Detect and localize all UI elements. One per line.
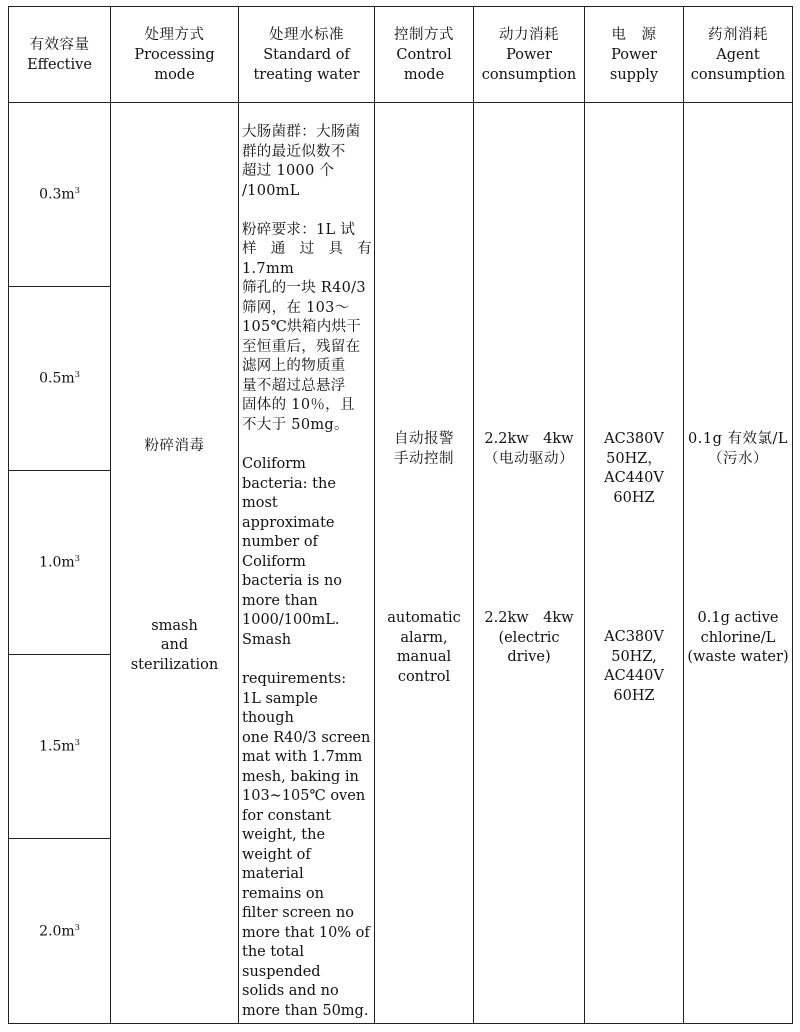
standard-zh-line: 超过 1000 个 xyxy=(242,163,335,179)
header-agent-en2: consumption xyxy=(690,66,786,83)
agent-consumption-zh2: （污水） xyxy=(708,450,768,467)
power-supply-en3: AC440V xyxy=(604,668,664,684)
header-power-en1: Power xyxy=(506,46,552,63)
power-consumption-zh2: （电动驱动） xyxy=(484,450,574,467)
capacity-unit-sup: 3 xyxy=(74,922,80,932)
power-supply-zh4: 60HZ xyxy=(613,489,655,506)
processing-mode-en2: and xyxy=(160,637,189,653)
header-control-en1: Control xyxy=(396,46,452,63)
standard-en-b-line: weight, the xyxy=(242,827,326,843)
header-agent-en1: Agent xyxy=(716,46,760,63)
capacity-value: 2.0m xyxy=(39,923,75,940)
standard-en-a-line: Coliform xyxy=(242,456,306,472)
capacity-cell-3 xyxy=(9,655,111,839)
header-processing-zh: 处理方式 xyxy=(144,26,205,43)
capacity-unit-sup: 3 xyxy=(74,554,80,564)
standard-en-b-line: the total xyxy=(242,944,305,960)
standard-en-a-line: number of xyxy=(242,534,318,550)
standard-en-a-line: approximate xyxy=(242,514,335,531)
standard-en-b-line: mesh, baking in xyxy=(242,768,359,785)
standard-en-b-line: for constant xyxy=(242,807,331,824)
agent-consumption-cell xyxy=(684,103,793,1024)
agent-consumption-en-block xyxy=(684,609,792,668)
header-row xyxy=(9,7,793,103)
power-consumption-en2: (electric xyxy=(498,629,560,646)
header-control xyxy=(375,7,474,103)
control-mode-en-block xyxy=(375,609,473,687)
standard-zh-line: 筛网，在 103～ xyxy=(242,299,350,316)
control-mode-zh2: 手动控制 xyxy=(394,450,454,467)
standard-en-b-line: 1L sample though xyxy=(242,690,318,726)
control-mode-zh-block xyxy=(375,430,473,469)
standard-en-b-line: solids and no xyxy=(242,983,339,999)
header-processing xyxy=(111,7,239,103)
power-supply-zh2: 50HZ， xyxy=(606,450,662,467)
standard-en-b-line: mat with 1.7mm xyxy=(242,749,363,765)
standard-text-en-a xyxy=(242,455,372,650)
power-supply-en-block xyxy=(585,628,683,706)
power-supply-en2: 50HZ, xyxy=(611,648,657,665)
power-supply-zh3: AC440V xyxy=(604,470,664,486)
power-supply-cell xyxy=(585,103,684,1024)
standard-en-a-line: bacteria is no xyxy=(242,573,343,589)
processing-mode-zh-block xyxy=(111,437,238,457)
standard-zh-line: 滤网上的物质重 xyxy=(242,358,346,374)
power-consumption-en1: 2.2kw 4kw xyxy=(484,610,574,626)
standard-en-a-line: more than xyxy=(242,592,318,609)
header-supply xyxy=(585,7,684,103)
standard-zh-line: 固体的 10％，且 xyxy=(242,397,355,413)
standard-en-b-line: remains on xyxy=(242,885,325,902)
processing-mode-en3: sterilization xyxy=(130,656,219,673)
power-consumption-cell xyxy=(474,103,585,1024)
standard-text-en-b xyxy=(242,670,372,1021)
power-supply-en1: AC380V xyxy=(604,629,664,645)
power-supply-en4: 60HZ xyxy=(613,687,655,704)
header-standard-en1: Standard of xyxy=(263,46,350,63)
standard-text-cell xyxy=(239,103,375,1024)
capacity-cell-0 xyxy=(9,103,111,287)
standard-zh-line xyxy=(242,201,372,221)
processing-mode-zh: 粉碎消毒 xyxy=(144,438,205,454)
header-standard-zh: 处理水标准 xyxy=(269,26,344,43)
header-power xyxy=(474,7,585,103)
control-mode-cell xyxy=(375,103,474,1024)
standard-en-b-line: material xyxy=(242,866,304,882)
standard-zh-line: 粉碎要求：1L 试 xyxy=(242,221,356,238)
standard-en-b-line: filter screen no xyxy=(242,905,354,921)
standard-en-b-line: more that 10% of xyxy=(242,924,370,941)
standard-en-a-line: bacteria: the xyxy=(242,475,336,492)
header-capacity-zh: 有效容量 xyxy=(29,36,90,53)
header-capacity-en: Effective xyxy=(27,56,92,73)
standard-zh-line: 大肠菌群：大肠菌 xyxy=(242,124,361,140)
agent-consumption-en1: 0.1g active xyxy=(697,610,779,626)
capacity-value: 1.5m xyxy=(39,738,75,755)
standard-en-b-line: suspended xyxy=(242,963,321,980)
capacity-unit-sup: 3 xyxy=(74,738,80,748)
capacity-value: 0.5m xyxy=(39,370,75,387)
capacity-cell-4 xyxy=(9,839,111,1024)
control-mode-en2: alarm, xyxy=(400,629,448,646)
header-control-en2: mode xyxy=(403,66,445,83)
power-consumption-en-block xyxy=(474,609,584,668)
capacity-cell-1 xyxy=(9,287,111,471)
standard-en-b-line: 103~105℃ oven xyxy=(242,788,366,804)
agent-consumption-en2: chlorine/L xyxy=(700,629,776,646)
agent-consumption-zh-block xyxy=(684,430,792,469)
capacity-value: 0.3m xyxy=(39,186,75,203)
header-agent-zh: 药剂消耗 xyxy=(708,26,768,43)
standard-en-b-line: requirements: xyxy=(242,671,347,687)
standard-en-a-line: Coliform xyxy=(242,553,306,570)
power-consumption-zh-block xyxy=(474,430,584,469)
power-supply-zh-block xyxy=(585,430,683,508)
table-row xyxy=(9,103,793,287)
standard-zh-line: 群的最近似数不 xyxy=(242,143,346,160)
capacity-value: 1.0m xyxy=(39,554,75,571)
header-supply-en1: Power xyxy=(611,46,657,63)
power-supply-zh1: AC380V xyxy=(604,431,664,447)
capacity-unit-sup: 3 xyxy=(74,186,80,196)
control-mode-en4: control xyxy=(397,668,451,685)
header-standard xyxy=(239,7,375,103)
standard-en-b-line: one R40/3 screen xyxy=(242,729,371,746)
spec-table xyxy=(8,6,793,1024)
standard-zh-line: /100mL xyxy=(242,182,300,199)
header-processing-en2: mode xyxy=(154,66,195,83)
standard-zh-line: 不大于 50mg。 xyxy=(242,416,349,433)
control-mode-zh1: 自动报警 xyxy=(394,431,454,447)
control-mode-en1: automatic xyxy=(387,610,461,626)
standard-text-zh xyxy=(242,123,372,435)
power-consumption-zh1: 2.2kw 4kw xyxy=(484,431,574,447)
header-standard-en2: treating water xyxy=(253,66,360,83)
header-supply-zh: 电 源 xyxy=(611,26,657,43)
capacity-cell-2 xyxy=(9,471,111,655)
header-agent xyxy=(684,7,793,103)
processing-mode-en-block xyxy=(111,617,238,676)
processing-mode-cell xyxy=(111,103,239,1024)
control-mode-en3: manual xyxy=(396,649,452,665)
standard-en-a-line: 1000/100mL. xyxy=(242,612,340,628)
standard-en-b-line: more than 50mg. xyxy=(242,1002,369,1019)
standard-zh-line: 至恒重后，残留在 xyxy=(242,338,361,355)
power-consumption-en3: drive) xyxy=(507,649,551,665)
header-power-en2: consumption xyxy=(481,66,577,83)
agent-consumption-zh1: 0.1g 有效氯/L xyxy=(688,431,788,447)
header-processing-en1: Processing xyxy=(134,46,215,63)
standard-gap xyxy=(242,435,372,455)
processing-mode-en1: smash xyxy=(151,617,198,634)
standard-zh-line: 105℃烘箱内烘干 xyxy=(242,319,362,335)
standard-en-a-line: Smash xyxy=(242,631,292,648)
standard-zh-line: 筛孔的一块 R40/3 xyxy=(242,280,366,296)
standard-en-a-line: most xyxy=(242,495,278,511)
header-capacity xyxy=(9,7,111,103)
standard-en-b-line: weight of xyxy=(242,846,311,863)
standard-zh-line: 量不超过总悬浮 xyxy=(242,377,346,394)
agent-consumption-en3: (waste water) xyxy=(687,649,789,665)
header-supply-en2: supply xyxy=(609,66,659,83)
capacity-unit-sup: 3 xyxy=(74,370,80,380)
header-control-zh: 控制方式 xyxy=(394,26,454,43)
standard-gap-2 xyxy=(242,650,372,670)
header-power-zh: 动力消耗 xyxy=(499,26,559,43)
standard-zh-line: 样通过具有 1.7mm xyxy=(242,241,372,277)
